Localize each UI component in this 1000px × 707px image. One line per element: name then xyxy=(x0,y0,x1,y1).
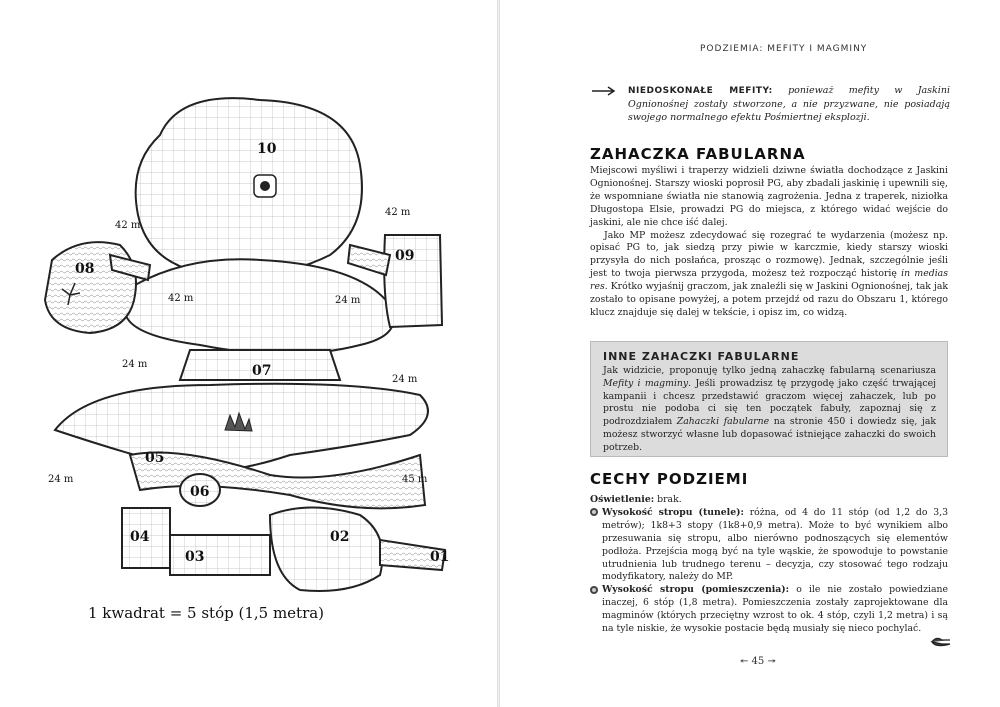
room-label-02: 02 xyxy=(330,529,350,545)
room-label-10: 10 xyxy=(257,141,277,157)
room-10-area xyxy=(136,98,362,276)
tunnel-height-value: różna, od 4 do 11 stóp (od 1,2 do 3,3 metrów); 1k8+3 stopy (1k8+0,9 metra). Może to być wynikiem albo przesuwania się stropu, albo nierówno podnoszących się elementów podłoża. Przejścia mogą być na tyle wąskie, że spowoduje to powstanie utrudnienia lub trudnego terenu – decyzja, czy stosować tego rodzaju modyfikatory, należy do MP. xyxy=(602,506,948,583)
mephit-note-label: NIEDOSKONAŁE MEFITY: xyxy=(628,86,773,96)
other-hooks-box xyxy=(590,341,948,457)
room-label-09: 09 xyxy=(395,248,415,264)
features-title: CECHY PODZIEMI xyxy=(590,470,749,488)
tunnel-height-label: Wysokość stropu (tunele): xyxy=(602,506,744,518)
mephit-note xyxy=(628,84,950,124)
room-label-01: 01 xyxy=(430,549,450,565)
room-label-08: 08 xyxy=(75,261,95,277)
hook-paragraph-2b: in medias res xyxy=(590,268,948,293)
box-text-1: Jak widzicie, proponuję tylko jedną zahaczkę fabularną scenariusza xyxy=(603,365,936,376)
box-text-4: Zahaczki fabularne xyxy=(676,416,770,428)
page-number: ↞ 45 ↠ xyxy=(740,656,776,667)
room-label-03: 03 xyxy=(185,549,205,565)
room-height-value: o ile nie zostało powiedziane inaczej, 6 stóp (1,8 metra). Pomieszczenia zostały zaprojektowane dla magminów (których przeciętny wzrost to ok. 4 stóp, czyli 1,2 metra) i są na tyle niskie, że wysokie postacie będą musiały się nieco pochylać. xyxy=(602,584,949,635)
hook-title: ZAHACZKA FABULARNA xyxy=(590,145,806,163)
other-hooks-text xyxy=(603,365,936,455)
room-height-item xyxy=(590,584,948,636)
hook-paragraph-2c: . Krótko wyjaśnij graczom, jak znaleźli się w Jaskini Ognionośnej, tak jak zostało to opisane powyżej, a potem przejdź od razu do Obszaru 1, którego klucz znajduje się dalej w tekście, i opisz im, co widzą. xyxy=(590,281,948,318)
distance-label: 42 m xyxy=(168,293,194,304)
room-label-06: 06 xyxy=(190,484,210,500)
hook-paragraph-2 xyxy=(590,230,948,320)
room-height-label: Wysokość stropu (pomieszczenia): xyxy=(602,584,790,596)
room-08-area xyxy=(45,242,136,333)
distance-label: 24 m xyxy=(392,374,418,385)
distance-label: 42 m xyxy=(385,207,411,218)
light-value: brak. xyxy=(654,494,682,505)
distance-label: 45 m xyxy=(402,474,428,485)
dungeon-map xyxy=(30,95,470,615)
features-body xyxy=(590,494,948,636)
room-02-area xyxy=(270,508,383,592)
light-line xyxy=(590,494,948,507)
hook-paragraph-2a: Jako MP możesz zdecydować się rozegrać te wydarzenia (możesz np. opisać PG to, jak siedzą przy piwie w karczmie, kiedy starszy wioski przysyła do nich posłańca, prosząc o rozmowę). Jednak, szczególnie jeśli jest to twoja pierwsza przygoda, możesz też rozpocząć historię xyxy=(590,229,948,280)
book-gutter xyxy=(497,0,500,707)
mephit-note-text: ponieważ mefity w Jaskini Ognionośnej zostały stworzone, a nie przyzwane, nie posiadają swojego normalnego efektu Pośmiertnej eksplozji. xyxy=(628,85,950,123)
arrow-right-icon xyxy=(592,86,618,96)
lower-cave-area xyxy=(130,453,425,509)
room-label-05: 05 xyxy=(145,450,165,466)
hook-paragraph-1: Miejscowi myśliwi i traperzy widzieli dziwne światła dochodzące z Jaskini Ognionośnej. Starszy wioski poprosił PG, aby zbadali jaskinię i upewnili się, że wspomniane światła nie stanowią zagrożenia. Jedna z traperek, niziołka Długostopa Elsie, prowadzi PG do miejsca, z którego widać wejście do jaskini, ale nie chce iść dalej. xyxy=(590,165,948,228)
distance-label: 24 m xyxy=(48,474,74,485)
distance-label: 42 m xyxy=(115,220,141,231)
central-cave-area xyxy=(125,259,394,354)
distance-label: 24 m xyxy=(335,295,361,306)
distance-label: 24 m xyxy=(122,359,148,370)
bullet-icon xyxy=(590,508,598,516)
box-text-3: . Jeśli prowadzisz tę przygodę jako część trwającej kampanii i chcesz przedstawić graczom więcej zahaczek, lub po prostu nie podoba ci się ten początek fabuły, zapoznaj się z podrozdziałem xyxy=(603,377,937,428)
room-label-07: 07 xyxy=(252,363,272,379)
running-head: PODZIEMIA: MEFITY I MAGMINY xyxy=(700,44,868,54)
end-mark-icon xyxy=(930,636,952,648)
box-text-5: na stronie 450 i dowiedz się, jak możesz stworzyć własne lub dopasować istniejące zahaczki do swoich potrzeb. xyxy=(603,416,937,453)
other-hooks-title: INNE ZAHACZKI FABULARNE xyxy=(603,350,800,363)
light-label: Oświetlenie: xyxy=(590,494,655,505)
room-label-04: 04 xyxy=(130,529,150,545)
box-text-2: Mefity i magminy xyxy=(603,377,689,389)
map-scale-label: 1 kwadrat = 5 stóp (1,5 metra) xyxy=(88,604,325,622)
hook-body xyxy=(590,165,948,320)
bullet-icon xyxy=(590,586,598,594)
tunnel-height-item xyxy=(590,507,948,584)
